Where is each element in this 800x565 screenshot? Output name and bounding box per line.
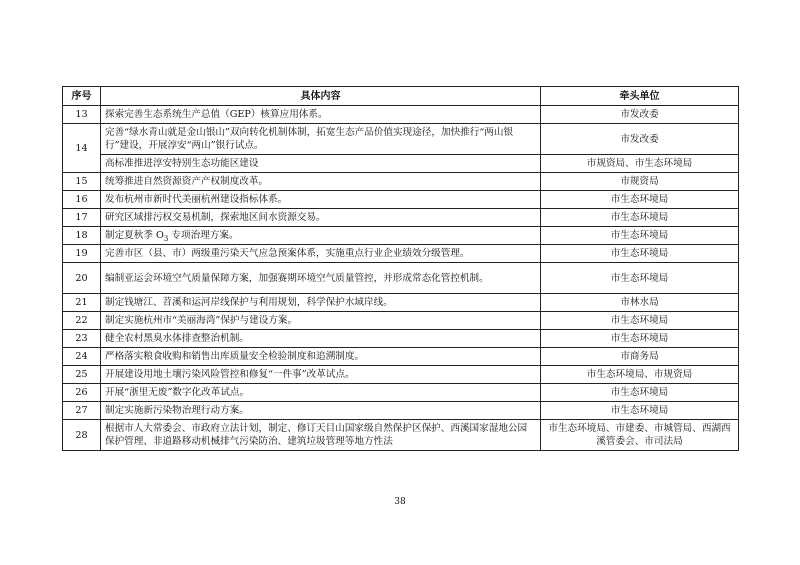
table-row [63,106,739,124]
row-lead-unit: 市生态环境局 [541,402,739,420]
row-number: 21 [63,294,101,312]
row-lead-unit: 市生态环境局 [541,384,739,402]
page-number: 38 [394,497,406,507]
row-lead-unit: 市生态环境局、市规资局 [541,366,739,384]
table-row [63,191,739,209]
table-row [63,173,739,191]
table-row [63,294,739,312]
row-content: 严格落实粮食收购和销售出库质量安全检验制度和追溯制度。 [101,348,541,366]
row-lead-unit: 市生态环境局 [541,330,739,348]
row-content: 制定实施杭州市“美丽海湾”保护与建设方案。 [101,312,541,330]
task-table [62,86,739,451]
row-lead-unit: 市发改委 [541,124,739,155]
table-row [63,155,739,173]
row-content: 发布杭州市新时代美丽杭州建设指标体系。 [101,191,541,209]
content-text-before: 制定夏秋季 O [105,230,164,241]
table-header-row [63,87,739,106]
row-content: 统筹推进自然资源资产产权制度改革。 [101,173,541,191]
row-content: 开展“浙里无废”数字化改革试点。 [101,384,541,402]
ozone-subscript: 3 [163,234,169,243]
row-number: 13 [63,106,101,124]
table-row [63,245,739,263]
table-row [63,209,739,227]
row-content: 开展建设用地土壤污染风险管控和修复“一件事”改革试点。 [101,366,541,384]
row-lead-unit: 市规资局 [541,173,739,191]
row-lead-unit: 市生态环境局 [541,191,739,209]
row-number: 22 [63,312,101,330]
table-row [63,263,739,294]
row-content: 制定钱塘江、苕溪和运河岸线保护与利用规划，科学保护水域岸线。 [101,294,541,312]
row-content: 编制亚运会环境空气质量保障方案，加强赛期环境空气质量管控，并形成常态化管控机制。 [101,263,541,294]
row-number: 28 [63,420,101,451]
table-row [63,348,739,366]
header-lead-unit: 牵头单位 [541,87,739,106]
table-row [63,402,739,420]
table-row [63,366,739,384]
header-number: 序号 [63,87,101,106]
row-number: 23 [63,330,101,348]
row-number: 18 [63,227,101,245]
row-content: 健全农村黑臭水体排查整治机制。 [101,330,541,348]
row-content: 完善市区（县、市）两级重污染天气应急预案体系，实施重点行业企业绩效分级管理。 [101,245,541,263]
row-content: 完善“绿水青山就是金山银山”双向转化机制体制，拓宽生态产品价值实现途径，加快推行“两山银行”建设，开展淳安“两山”银行试点。 [101,124,541,155]
row-lead-unit: 市生态环境局 [541,263,739,294]
row-content [101,227,541,245]
content-text-after: 专项治理方案。 [168,230,239,241]
row-number: 25 [63,366,101,384]
row-number: 17 [63,209,101,227]
table-row [63,124,739,155]
row-number: 24 [63,348,101,366]
row-lead-unit: 市生态环境局 [541,312,739,330]
row-lead-unit: 市规资局、市生态环境局 [541,155,739,173]
row-content: 根据市人大常委会、市政府立法计划，制定、修订天目山国家级自然保护区保护、西溪国家湿地公园保护管理、非道路移动机械排气污染防治、建筑垃圾管理等地方性法 [101,420,541,451]
row-lead-unit: 市商务局 [541,348,739,366]
row-number: 14 [63,124,101,173]
row-lead-unit: 市发改委 [541,106,739,124]
row-number: 26 [63,384,101,402]
header-content: 具体内容 [101,87,541,106]
row-content: 高标准推进淳安特别生态功能区建设 [101,155,541,173]
row-lead-unit: 市林水局 [541,294,739,312]
table-row [63,420,739,451]
row-lead-unit: 市生态环境局 [541,227,739,245]
table-row [63,330,739,348]
row-number: 27 [63,402,101,420]
row-lead-unit: 市生态环境局 [541,209,739,227]
row-number: 20 [63,263,101,294]
row-content: 研究区域排污权交易机制，探索地区间水资源交易。 [101,209,541,227]
row-content: 制定实施新污染物治理行动方案。 [101,402,541,420]
row-number: 15 [63,173,101,191]
row-lead-unit: 市生态环境局 [541,245,739,263]
table-row [63,384,739,402]
row-number: 19 [63,245,101,263]
table-row [63,312,739,330]
row-content: 探索完善生态系统生产总值（GEP）核算应用体系。 [101,106,541,124]
row-lead-unit: 市生态环境局、市建委、市城管局、西湖西溪管委会、市司法局 [541,420,739,451]
row-number: 16 [63,191,101,209]
table-row [63,227,739,245]
